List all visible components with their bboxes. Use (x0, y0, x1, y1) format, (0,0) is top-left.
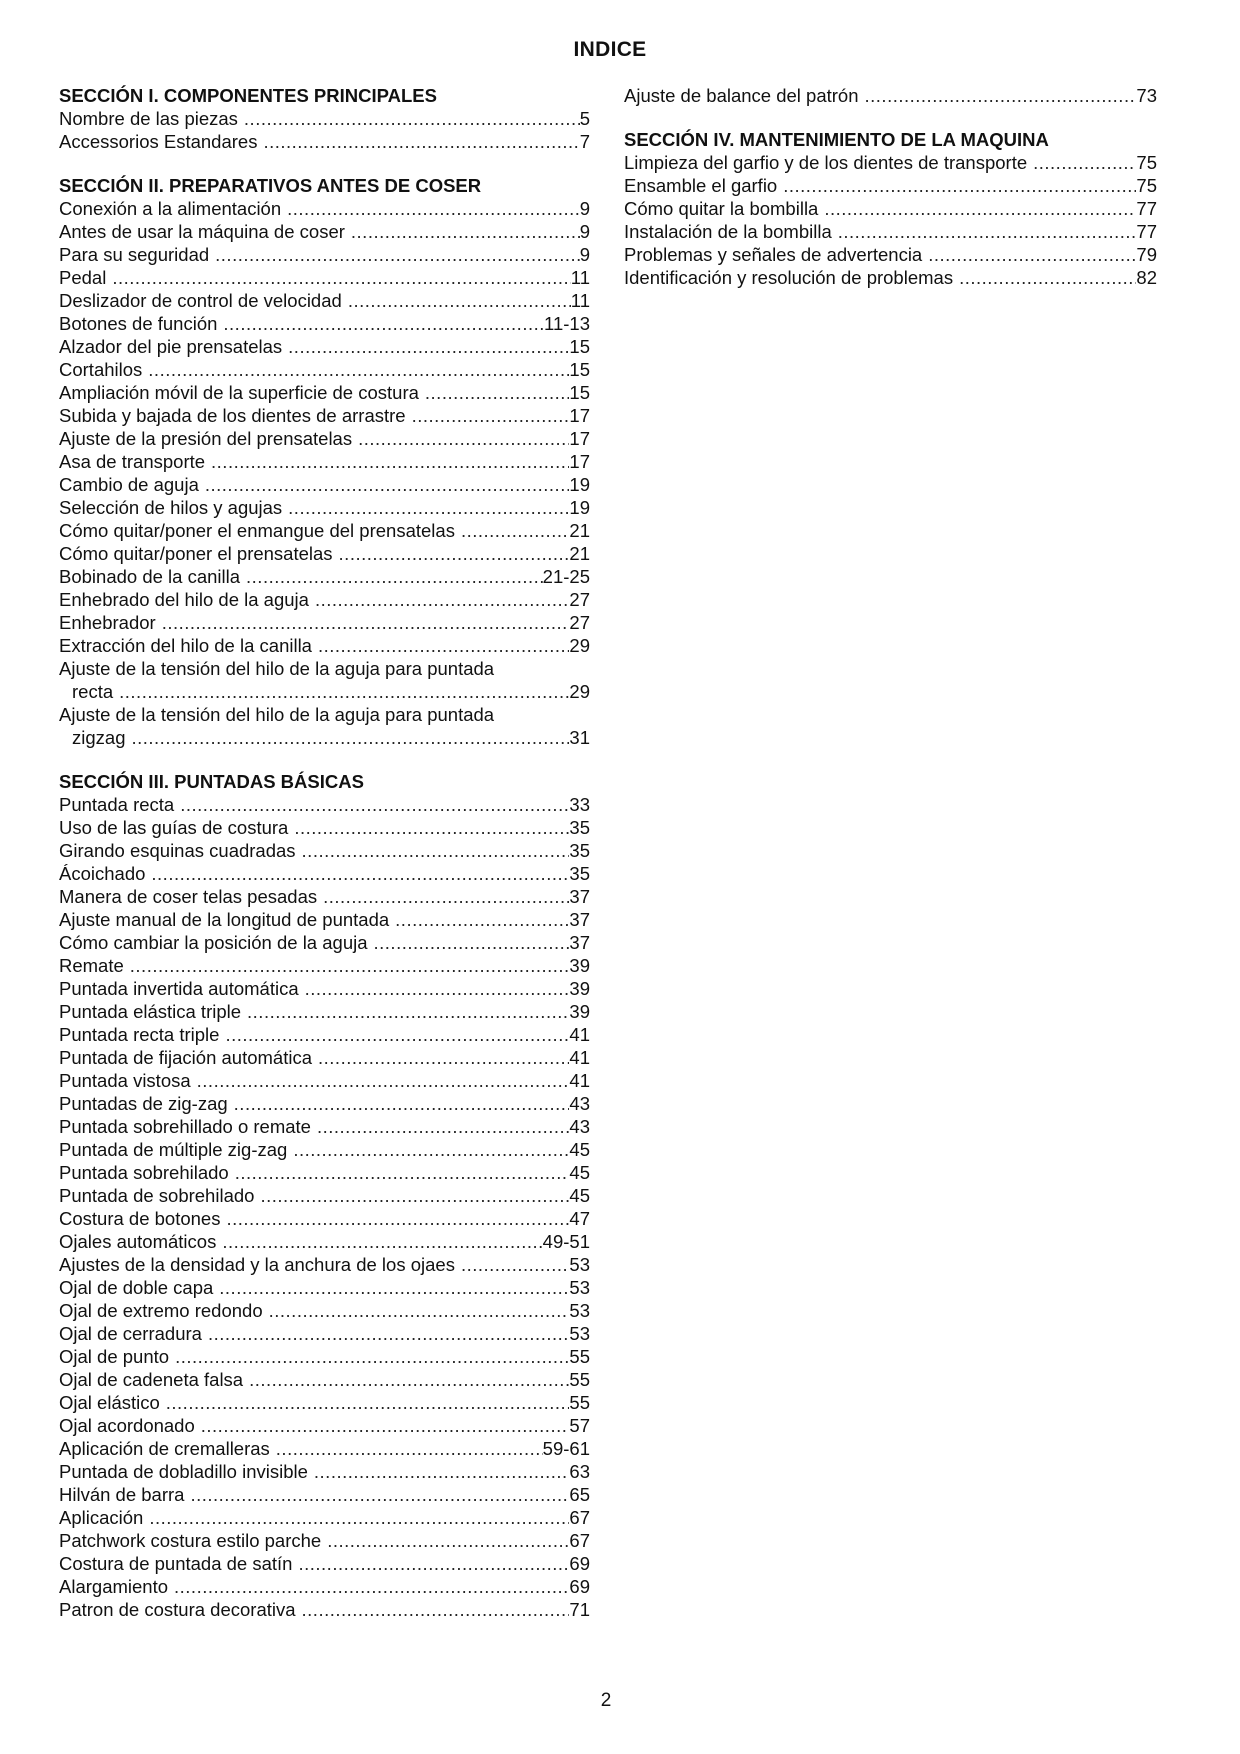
toc-entry-title: Ojal de punto (59, 1346, 170, 1367)
toc-entry-title: Problemas y señales de advertencia (624, 244, 923, 265)
toc-entry (59, 1092, 590, 1115)
toc-entry-page: 53 (569, 1323, 590, 1344)
toc-entry (59, 243, 590, 266)
toc-entry-page: 29 (569, 635, 590, 656)
dot-leader (243, 1368, 569, 1391)
dot-leader (287, 1138, 569, 1161)
toc-entry (59, 862, 590, 885)
dot-leader (282, 496, 569, 519)
dot-leader (113, 680, 569, 703)
toc-entry-title: Cómo cambiar la posición de la aguja (59, 932, 368, 953)
toc-entry (59, 565, 590, 588)
dot-leader (125, 726, 569, 749)
toc-entry-page: 41 (569, 1024, 590, 1045)
toc-entry-page: 11 (570, 267, 590, 288)
dot-leader (406, 404, 570, 427)
toc-entry (59, 1345, 590, 1368)
toc-entry-page: 49-51 (542, 1231, 590, 1252)
toc-entry (59, 839, 590, 862)
toc-entry-title: Hilván de barra (59, 1484, 185, 1505)
toc-entry-page: 37 (569, 909, 590, 930)
dot-leader (281, 197, 580, 220)
toc-entry-title: Alargamiento (59, 1576, 169, 1597)
dot-leader (922, 243, 1136, 266)
toc-entry-title: Ensamble el garfio (624, 175, 778, 196)
toc-entry-page: 9 (579, 198, 590, 219)
toc-entry-title: Ojal de extremo redondo (59, 1300, 263, 1321)
toc-entry-title: Bobinado de la canilla (59, 566, 241, 587)
toc-entry (59, 680, 590, 703)
dot-leader (953, 266, 1136, 289)
toc-entry-title: Ojal de cadeneta falsa (59, 1369, 244, 1390)
dot-leader (191, 1069, 570, 1092)
toc-entry (59, 1299, 590, 1322)
toc-entry (59, 611, 590, 634)
dot-leader (263, 1299, 570, 1322)
toc-entry (59, 266, 590, 289)
toc-entry-page: 15 (569, 336, 590, 357)
toc-entry-title: Puntada de fijación automática (59, 1047, 313, 1068)
toc-entry-title: Ajuste de la tensión del hilo de la aguja para puntada (59, 704, 495, 725)
left-column (59, 84, 590, 1642)
section-heading: SECCIÓN I. COMPONENTES PRINCIPALES (59, 85, 437, 106)
dot-leader (168, 1575, 569, 1598)
toc-entry (59, 793, 590, 816)
dot-leader (217, 312, 544, 335)
toc-entry (624, 243, 1157, 266)
toc-entry-page: 41 (569, 1070, 590, 1091)
toc-entry (59, 954, 590, 977)
toc-entry-title: Puntada invertida automática (59, 978, 299, 999)
dot-leader (342, 289, 571, 312)
dot-leader (156, 611, 570, 634)
toc-entry-page: 53 (569, 1277, 590, 1298)
toc-entry-title: Puntadas de zig-zag (59, 1093, 228, 1114)
toc-entry-page: 15 (569, 359, 590, 380)
toc-entry-page: 43 (569, 1116, 590, 1137)
toc-entry (59, 1184, 590, 1207)
dot-leader (389, 908, 569, 931)
toc-section (59, 770, 590, 1621)
toc-entry-title: Ampliación móvil de la superficie de costura (59, 382, 419, 403)
toc-entry-title: Asa de transporte (59, 451, 206, 472)
toc-entry-title: Antes de usar la máquina de coser (59, 221, 345, 242)
toc-section (624, 128, 1157, 289)
toc-entry-title-continued: zigzag (72, 727, 126, 748)
dot-leader (238, 107, 580, 130)
dot-leader (228, 1092, 570, 1115)
toc-entry-title: Aplicación de cremalleras (59, 1438, 270, 1459)
dot-leader (195, 1414, 570, 1437)
toc-entry-title: Ajuste de balance del patrón (624, 85, 859, 106)
toc-entry-page: 71 (569, 1599, 590, 1620)
dot-leader (169, 1345, 569, 1368)
toc-entry-title: Enhebrador (59, 612, 156, 633)
toc-entry-page: 7 (579, 131, 590, 152)
toc-entry (624, 84, 1157, 107)
toc-entry-page: 45 (569, 1185, 590, 1206)
toc-entry-title: Cómo quitar/poner el prensatelas (59, 543, 333, 564)
toc-entry-title: Ajuste de la tensión del hilo de la aguja para puntada (59, 658, 495, 679)
dot-leader (455, 519, 569, 542)
dot-leader (282, 335, 569, 358)
toc-entry-page: 69 (569, 1553, 590, 1574)
dot-leader (174, 793, 569, 816)
toc-entry-title: Puntada de múltiple zig-zag (59, 1139, 288, 1160)
toc-entry (59, 312, 590, 335)
dot-leader (309, 588, 569, 611)
dot-leader (312, 1046, 569, 1069)
toc-entry-title: Subida y bajada de los dientes de arrastre (59, 405, 406, 426)
toc-entry (59, 542, 590, 565)
toc-entry (624, 174, 1157, 197)
toc-entry-page: 27 (569, 612, 590, 633)
toc-entry (59, 1552, 590, 1575)
toc-entry (59, 1069, 590, 1092)
toc-entry-page: 11 (570, 290, 590, 311)
toc-entry (59, 1414, 590, 1437)
section-heading: SECCIÓN III. PUNTADAS BÁSICAS (59, 771, 364, 792)
toc-entry-page: 15 (569, 382, 590, 403)
dot-leader (229, 1161, 570, 1184)
toc-entry-page: 67 (569, 1507, 590, 1528)
toc-entry-title: Ojales automáticos (59, 1231, 217, 1252)
toc-entry-page: 59-61 (542, 1438, 590, 1459)
toc-entry (59, 1575, 590, 1598)
page-number: 2 (600, 1690, 612, 1711)
toc-entry-title: Deslizador de control de velocidad (59, 290, 342, 311)
toc-entry (59, 885, 590, 908)
toc-entry (59, 1230, 590, 1253)
section-heading: SECCIÓN IV. MANTENIMIENTO DE LA MAQUINA (624, 129, 1049, 150)
dot-leader (312, 634, 569, 657)
toc-entry (59, 1046, 590, 1069)
toc-entry-title: Patron de costura decorativa (59, 1599, 296, 1620)
toc-entry-page: 35 (569, 817, 590, 838)
toc-entry-page: 5 (579, 108, 590, 129)
toc-entry-page: 77 (1136, 198, 1157, 219)
dot-leader (345, 220, 580, 243)
toc-entry (59, 977, 590, 1000)
toc-entry-title: Puntada recta triple (59, 1024, 220, 1045)
toc-entry-page: 35 (569, 863, 590, 884)
toc-entry (59, 130, 590, 153)
toc-entry-title: Cómo quitar la bombilla (624, 198, 819, 219)
dot-leader (184, 1483, 569, 1506)
dot-leader (288, 816, 569, 839)
toc-entry (59, 1391, 590, 1414)
toc-entry-title: Cómo quitar/poner el enmangue del prensatelas (59, 520, 455, 541)
toc-entry-title: Pedal (59, 267, 107, 288)
toc-entry-page: 17 (569, 428, 590, 449)
dot-leader (216, 1230, 542, 1253)
toc-entry-page: 21-25 (542, 566, 590, 587)
dot-leader (818, 197, 1136, 220)
dot-leader (254, 1184, 569, 1207)
dot-leader (832, 220, 1137, 243)
toc-entry-title-continued: recta (72, 681, 114, 702)
toc-entry-title: Extracción del hilo de la canilla (59, 635, 312, 656)
dot-leader (209, 243, 580, 266)
page-title: INDICE (573, 38, 647, 61)
toc-entry-title: Manera de coser telas pesadas (59, 886, 318, 907)
dot-leader (240, 565, 543, 588)
dot-leader (1027, 151, 1136, 174)
right-column (624, 84, 1157, 310)
toc-entry-page: 63 (569, 1461, 590, 1482)
toc-entry (59, 1138, 590, 1161)
toc-entry (59, 816, 590, 839)
dot-leader (124, 954, 570, 977)
toc-entry-page: 21 (569, 543, 590, 564)
toc-entry-page: 45 (569, 1162, 590, 1183)
toc-entry-title: Ojal de cerradura (59, 1323, 202, 1344)
toc-entry-title: Ajustes de la densidad y la anchura de los ojaes (59, 1254, 455, 1275)
toc-entry-page: 73 (1136, 85, 1157, 106)
toc-entry-title: Instalación de la bombilla (624, 221, 832, 242)
toc-entry (59, 473, 590, 496)
toc-entry (59, 404, 590, 427)
toc-entry (59, 335, 590, 358)
dot-leader (219, 1023, 569, 1046)
toc-entry-title: Ajuste manual de la longitud de puntada (59, 909, 390, 930)
dot-leader (296, 839, 570, 862)
dot-leader (321, 1529, 569, 1552)
toc-entry-page: 55 (569, 1346, 590, 1367)
toc-entry-page: 17 (569, 451, 590, 472)
toc-entry-page: 55 (569, 1392, 590, 1413)
toc-entry-title: Cortahilos (59, 359, 143, 380)
toc-entry-title: Puntada de dobladillo invisible (59, 1461, 308, 1482)
toc-entry-page: 19 (569, 474, 590, 495)
toc-entry-page: 35 (569, 840, 590, 861)
toc-entry-page: 33 (569, 794, 590, 815)
toc-entry (59, 1506, 590, 1529)
toc-entry (59, 220, 590, 243)
dot-leader (145, 862, 569, 885)
toc-entry-title: Puntada sobrehillado o remate (59, 1116, 311, 1137)
toc-entry (59, 496, 590, 519)
dot-leader (257, 130, 579, 153)
toc-entry (59, 519, 590, 542)
toc-entry-title: Nombre de las piezas (59, 108, 238, 129)
toc-entry-title: Ajuste de la presión del prensatelas (59, 428, 353, 449)
toc-section (59, 174, 590, 749)
toc-entry-page: 82 (1136, 267, 1157, 288)
dot-leader (777, 174, 1136, 197)
toc-entry-page: 9 (579, 221, 590, 242)
toc-entry-page: 79 (1136, 244, 1157, 265)
toc-entry-title: Costura de botones (59, 1208, 221, 1229)
dot-leader (292, 1552, 569, 1575)
toc-entry-page: 69 (569, 1576, 590, 1597)
toc-entry-title: Enhebrado del hilo de la aguja (59, 589, 309, 610)
toc-entry-title: Patchwork costura estilo parche (59, 1530, 322, 1551)
toc-entry (59, 1023, 590, 1046)
toc-entry (59, 1598, 590, 1621)
dot-leader (352, 427, 569, 450)
toc-entry (59, 1115, 590, 1138)
toc-entry-title: Ojal acordonado (59, 1415, 195, 1436)
dot-leader (296, 1598, 570, 1621)
toc-entry-title: Conexión a la alimentación (59, 198, 282, 219)
toc-entry-page: 39 (569, 1001, 590, 1022)
toc-entry (59, 1207, 590, 1230)
toc-entry (59, 1253, 590, 1276)
toc-entry (59, 358, 590, 381)
toc-entry-page: 55 (569, 1369, 590, 1390)
dot-leader (142, 358, 569, 381)
toc-entry (59, 289, 590, 312)
toc-entry (59, 1483, 590, 1506)
toc-entry-page: 41 (569, 1047, 590, 1068)
toc-entry (59, 1368, 590, 1391)
dot-leader (419, 381, 570, 404)
dot-leader (220, 1207, 569, 1230)
toc-entry-title: Puntada sobrehilado (59, 1162, 229, 1183)
toc-entry-page: 45 (569, 1139, 590, 1160)
toc-entry (624, 151, 1157, 174)
toc-entry (59, 450, 590, 473)
toc-entry-title: Uso de las guías de costura (59, 817, 289, 838)
toc-entry-page: 53 (569, 1254, 590, 1275)
toc-entry-page: 75 (1136, 175, 1157, 196)
toc-entry (59, 908, 590, 931)
section-heading: SECCIÓN II. PREPARATIVOS ANTES DE COSER (59, 175, 482, 196)
toc-entry-page: 75 (1136, 152, 1157, 173)
toc-entry (59, 381, 590, 404)
toc-entry-page: 19 (569, 497, 590, 518)
toc-entry (59, 1529, 590, 1552)
toc-entry-page: 43 (569, 1093, 590, 1114)
toc-entry-page: 77 (1136, 221, 1157, 242)
toc-entry-page: 17 (569, 405, 590, 426)
toc-entry (59, 1161, 590, 1184)
toc-entry-page: 9 (579, 244, 590, 265)
dot-leader (106, 266, 570, 289)
toc-entry-title: Puntada elástica triple (59, 1001, 242, 1022)
toc-entry (59, 1322, 590, 1345)
toc-entry-page: 37 (569, 932, 590, 953)
toc-entry-page: 39 (569, 955, 590, 976)
toc-entry (624, 197, 1157, 220)
toc-entry-page: 47 (569, 1208, 590, 1229)
toc-entry-title: Para su seguridad (59, 244, 210, 265)
dot-leader (143, 1506, 569, 1529)
toc-entry (59, 427, 590, 450)
dot-leader (213, 1276, 569, 1299)
toc-entry (59, 1000, 590, 1023)
toc-entry-title: Ojal de doble capa (59, 1277, 214, 1298)
toc-section (59, 84, 590, 153)
toc-entry (59, 197, 590, 220)
toc-entry-title: Ácoichado (59, 863, 146, 884)
toc-entry-page: 29 (569, 681, 590, 702)
toc-entry-title: Puntada recta (59, 794, 175, 815)
toc-entry-page: 67 (569, 1530, 590, 1551)
toc-entry-title: Limpieza del garfio y de los dientes de transporte (624, 152, 1028, 173)
dot-leader (202, 1322, 569, 1345)
toc-entry-title: Girando esquinas cuadradas (59, 840, 296, 861)
toc-entry-page: 27 (569, 589, 590, 610)
dot-leader (199, 473, 570, 496)
dot-leader (308, 1460, 570, 1483)
toc-entry (624, 266, 1157, 289)
toc-entry-title: Cambio de aguja (59, 474, 199, 495)
dot-leader (205, 450, 569, 473)
toc-entry-title: Accessorios Estandares (59, 131, 258, 152)
toc-section (624, 84, 1157, 107)
dot-leader (455, 1253, 569, 1276)
dot-leader (317, 885, 569, 908)
toc-entry (59, 1460, 590, 1483)
toc-entry-title: Puntada vistosa (59, 1070, 191, 1091)
toc-entry-page: 37 (569, 886, 590, 907)
dot-leader (160, 1391, 570, 1414)
dot-leader (311, 1115, 569, 1138)
toc-entry-page: 53 (569, 1300, 590, 1321)
toc-entry (59, 1276, 590, 1299)
toc-entry-page: 31 (569, 727, 590, 748)
toc-entry-title: Identificación y resolución de problemas (624, 267, 954, 288)
toc-entry-title: Puntada de sobrehilado (59, 1185, 255, 1206)
toc-entry-page: 57 (569, 1415, 590, 1436)
toc-entry-page: 11-13 (544, 313, 590, 334)
dot-leader (270, 1437, 543, 1460)
toc-entry-title: Costura de puntada de satín (59, 1553, 293, 1574)
toc-entry (59, 107, 590, 130)
toc-entry (59, 634, 590, 657)
dot-leader (333, 542, 570, 565)
toc-entry-page: 21 (569, 520, 590, 541)
dot-leader (241, 1000, 569, 1023)
toc-entry (59, 588, 590, 611)
toc-entry-page: 65 (569, 1484, 590, 1505)
toc-entry (59, 726, 590, 749)
toc-entry-title: Alzador del pie prensatelas (59, 336, 283, 357)
toc-entry (59, 931, 590, 954)
dot-leader (299, 977, 570, 1000)
toc-entry (59, 1437, 590, 1460)
toc-entry-title: Ojal elástico (59, 1392, 160, 1413)
dot-leader (368, 931, 570, 954)
toc-entry-title: Botones de función (59, 313, 218, 334)
toc-entry-title: Aplicación (59, 1507, 144, 1528)
dot-leader (859, 84, 1137, 107)
toc-entry-page: 39 (569, 978, 590, 999)
toc-entry-title: Remate (59, 955, 124, 976)
toc-entry-title: Selección de hilos y agujas (59, 497, 283, 518)
toc-entry (624, 220, 1157, 243)
